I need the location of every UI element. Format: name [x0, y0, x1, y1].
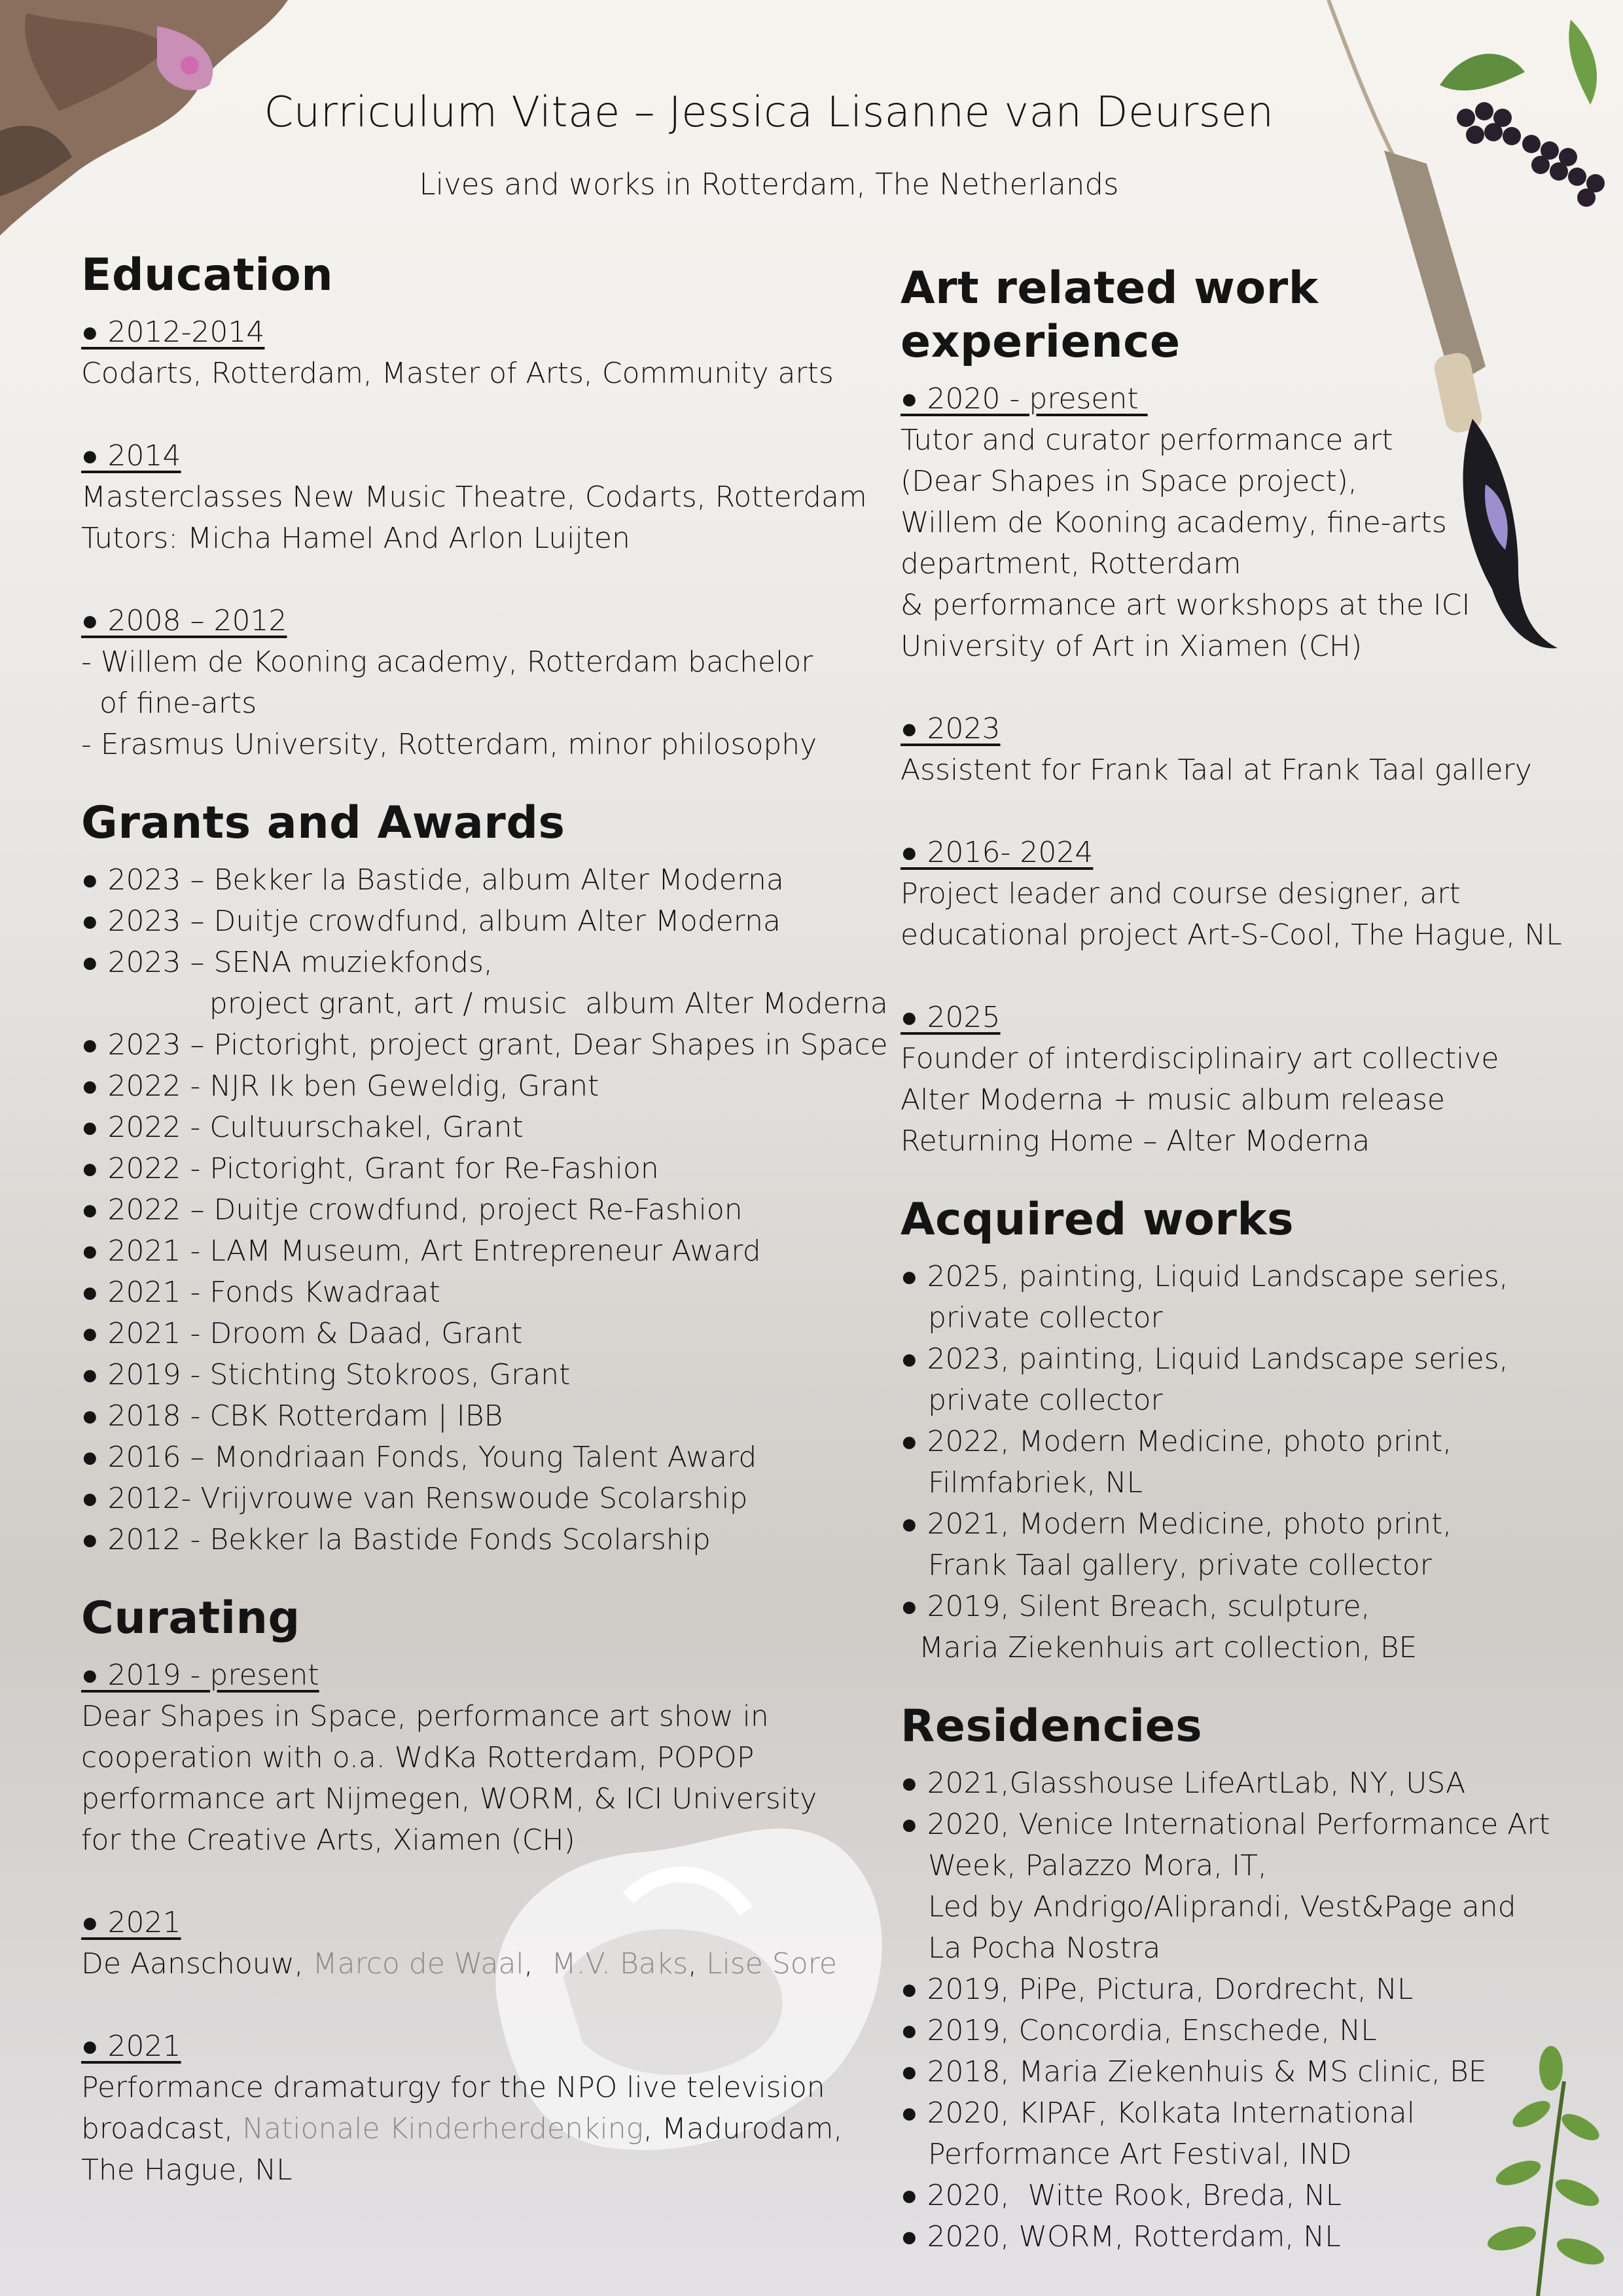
- page-title: Curriculum Vitae – Jessica Lisanne van Deursen: [264, 88, 1274, 137]
- text-segment: broadcast,: [81, 2112, 243, 2145]
- list-item: private collector: [901, 1301, 1163, 1335]
- curating-section: [81, 1592, 866, 2191]
- section-heading: Curating: [81, 1592, 300, 1644]
- list-item: ● 2021,Glasshouse LifeArtLab, NY, USA: [901, 1767, 1466, 1800]
- entry-line: Alter Moderna + music album release: [901, 1083, 1445, 1117]
- list-item: Maria Ziekenhuis art collection, BE: [901, 1631, 1418, 1664]
- work-experience-section: [901, 262, 1594, 1162]
- entry-line: Codarts, Rotterdam, Master of Arts, Community arts: [81, 357, 834, 390]
- list-item: ● 2019, PiPe, Pictura, Dordrecht, NL: [901, 1973, 1414, 2006]
- section-heading: Art related work experience: [901, 262, 1319, 368]
- entry-line: [81, 1943, 866, 1984]
- entry-line: Assistent for Frank Taal at Frank Taal gallery: [901, 753, 1532, 787]
- entry-line: - Willem de Kooning academy, Rotterdam bachelor: [81, 645, 813, 679]
- list-item: ● 2023 – Pictoright, project grant, Dear Shapes in Space: [81, 1028, 888, 1062]
- list-item: ● 2022 – Duitje crowdfund, project Re-Fashion: [81, 1193, 743, 1227]
- entry-date: ● 2021: [81, 1906, 181, 1939]
- entry-line: The Hague, NL: [81, 2153, 293, 2187]
- list-item: ● 2020, KIPAF, Kolkata International: [901, 2096, 1415, 2130]
- section-heading: Education: [81, 249, 334, 301]
- list-item: ● 2022 - NJR Ik ben Geweldig, Grant: [81, 1069, 599, 1103]
- list-item: Frank Taal gallery, private collector: [901, 1549, 1432, 1582]
- entry-date: ● 2025: [901, 1001, 1001, 1034]
- entry-line: Founder of interdisciplinairy art collective: [901, 1042, 1499, 1075]
- entry-date: ● 2012-2014: [81, 315, 265, 349]
- list-item: private collector: [901, 1384, 1163, 1417]
- entry-line: & performance art workshops at the ICI: [901, 588, 1471, 622]
- list-item: ● 2020, WORM, Rotterdam, NL: [901, 2220, 1341, 2253]
- list-item: Performance Art Festival, IND: [901, 2138, 1352, 2171]
- list-item: ● 2021 - LAM Museum, Art Entrepreneur Award: [81, 1234, 761, 1268]
- list-item: Week, Palazzo Mora, IT,: [901, 1849, 1268, 1882]
- entry-date: ● 2019 - present: [81, 1659, 319, 1692]
- left-column: [81, 249, 888, 2191]
- acquired-works-section: [901, 1193, 1594, 1668]
- education-section: [81, 249, 866, 765]
- entry-line: department, Rotterdam: [901, 547, 1241, 581]
- entry-line: Tutor and curator performance art: [901, 423, 1393, 457]
- list-item: ● 2023 – Bekker la Bastide, album Alter Moderna: [81, 863, 784, 897]
- entry-line: Tutors: Micha Hamel And Arlon Luijten: [81, 522, 630, 555]
- list-item: ● 2018 - CBK Rotterdam | IBB: [81, 1399, 503, 1433]
- entry-line: University of Art in Xiamen (CH): [901, 630, 1363, 663]
- entry-date: ● 2016- 2024: [901, 836, 1094, 869]
- list-item: ● 2019, Silent Breach, sculpture,: [901, 1590, 1370, 1623]
- list-item: La Pocha Nostra: [901, 1931, 1161, 1965]
- entry-line: educational project Art-S-Cool, The Hague, NL: [901, 918, 1562, 952]
- list-item: ● 2023 – SENA muziekfonds,: [81, 946, 493, 979]
- list-item: ● 2018, Maria Ziekenhuis & MS clinic, BE: [901, 2055, 1487, 2089]
- text-segment: De Aanschouw,: [81, 1947, 313, 1981]
- list-item: Led by Andrigo/Aliprandi, Vest&Page and: [901, 1890, 1516, 1924]
- list-item: ● 2016 – Mondriaan Fonds, Young Talent Award: [81, 1441, 757, 1474]
- entry-date: ● 2023: [901, 712, 1001, 745]
- entry-line: cooperation with o.a. WdKa Rotterdam, POPOP: [81, 1741, 755, 1774]
- right-column: [901, 262, 1594, 2257]
- section-heading: Grants and Awards: [81, 797, 565, 849]
- list-item: ● 2023, painting, Liquid Landscape series,: [901, 1342, 1508, 1376]
- list-item: ● 2021, Modern Medicine, photo print,: [901, 1507, 1452, 1541]
- residencies-section: [901, 1700, 1594, 2257]
- entry-line: Dear Shapes in Space, performance art show in: [81, 1700, 769, 1733]
- list-item: ● 2019, Concordia, Enschede, NL: [901, 2014, 1377, 2047]
- entry-line: Returning Home – Alter Moderna: [901, 1124, 1370, 1158]
- entry-date: ● 2008 – 2012: [81, 604, 287, 637]
- list-item: ● 2012 - Bekker la Bastide Fonds Scolarship: [81, 1523, 711, 1556]
- artist-name: Lise Sore: [706, 1947, 837, 1981]
- grants-section: [81, 797, 888, 1560]
- page-subtitle: Lives and works in Rotterdam, The Netherlands: [419, 167, 1119, 202]
- entry-line: Project leader and course designer, art: [901, 877, 1461, 910]
- list-item: ● 2012- Vrijvrouwe van Renswoude Scolarship: [81, 1482, 748, 1515]
- list-item: ● 2023 – Duitje crowdfund, album Alter Moderna: [81, 905, 781, 938]
- entry-date: ● 2020 - present: [901, 382, 1148, 416]
- list-item: ● 2021 - Droom & Daad, Grant: [81, 1317, 523, 1350]
- list-item: Filmfabriek, NL: [901, 1466, 1143, 1499]
- list-item: ● 2025, painting, Liquid Landscape series,: [901, 1260, 1508, 1293]
- entry-date: ● 2021: [81, 2030, 181, 2063]
- list-item: project grant, art / music album Alter Moderna: [81, 987, 888, 1020]
- list-item: ● 2020, Witte Rook, Breda, NL: [901, 2179, 1342, 2212]
- list-item: ● 2021 - Fonds Kwadraat: [81, 1276, 440, 1309]
- list-item: ● 2022, Modern Medicine, photo print,: [901, 1425, 1452, 1458]
- text-segment: ,: [688, 1947, 707, 1981]
- list-item: ● 2019 - Stichting Stokroos, Grant: [81, 1358, 571, 1391]
- event-name: Nationale Kinderherdenking: [242, 2112, 644, 2145]
- text-segment: , Madurodam,: [643, 2112, 843, 2145]
- section-heading: Acquired works: [901, 1194, 1294, 1246]
- section-heading: Residencies: [901, 1700, 1203, 1752]
- artist-name: Marco de Waal: [312, 1947, 524, 1981]
- list-item: ● 2020, Venice International Performance Art: [901, 1808, 1550, 1841]
- entry-line: of fine-arts: [81, 687, 257, 720]
- entry-date: ● 2014: [81, 439, 181, 473]
- entry-line: performance art Nijmegen, WORM, & ICI University: [81, 1782, 817, 1816]
- entry-line: Masterclasses New Music Theatre, Codarts, Rotterdam: [81, 480, 867, 514]
- list-item: ● 2022 - Pictoright, Grant for Re-Fashion: [81, 1152, 659, 1185]
- entry-line: Performance dramaturgy for the NPO live television: [81, 2071, 825, 2104]
- artist-name: M.V. Baks: [551, 1947, 688, 1981]
- text-segment: ,: [524, 1947, 552, 1981]
- entry-line: for the Creative Arts, Xiamen (CH): [81, 1823, 575, 1857]
- entry-line: (Dear Shapes in Space project),: [901, 465, 1357, 498]
- entry-line: Willem de Kooning academy, fine-arts: [901, 506, 1447, 539]
- entry-line: [81, 2108, 866, 2149]
- list-item: ● 2022 - Cultuurschakel, Grant: [81, 1111, 524, 1144]
- entry-line: - Erasmus University, Rotterdam, minor philosophy: [81, 728, 817, 761]
